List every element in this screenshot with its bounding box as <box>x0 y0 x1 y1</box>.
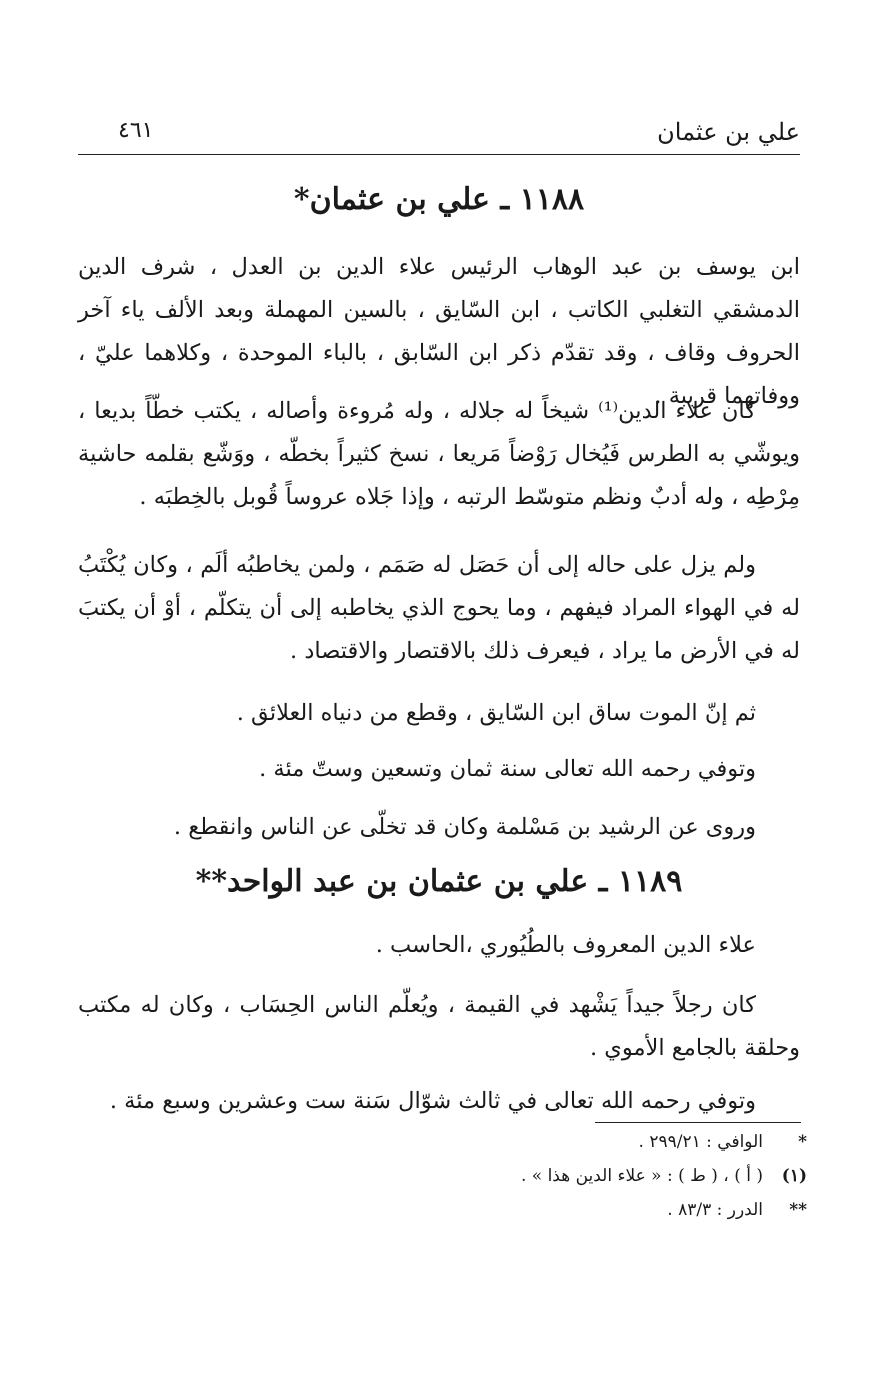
entry-1188-paragraph-3: ولم يزل على حاله إلى أن حَصَل له صَمَم ، ولمن يخاطبُه ألَم ، وكان يُكْتَبُ له في الهواء المراد فيفهم ، وما يحوج الذي يخاطبه إلى أن يتكلّم ، أوْ أن يكتبَ له في الأرض ما يراد ، فيعرف ذلك بالاقتصار والاقتصاد . <box>78 552 800 664</box>
footnote-marker: ** <box>789 1200 807 1220</box>
running-title: علي بن عثمان <box>657 118 800 146</box>
footnote-text: ( أ ) ، ( ط ) : « علاء الدين هذا » . <box>520 1166 763 1186</box>
entry-1188-paragraph-6: وروى عن الرشيد بن مَسْلمة وكان قد تخلّى عن الناس وانقطع . <box>173 814 756 840</box>
footnote-star <box>87 1128 807 1156</box>
entry-1189-paragraph-2: كان رجلاً جيداً يَشْهد في القيمة ، ويُعلّم الناس الحِسَاب ، وكان له مكتب وحلقة بالجامع الأموي . <box>78 992 800 1061</box>
footnote-marker: (١) <box>781 1166 807 1186</box>
footnote-marker: * <box>798 1132 807 1152</box>
entry-1188-paragraph-4: ثم إنّ الموت ساق ابن السّايق ، وقطع من دنياه العلائق . <box>236 700 756 726</box>
entry-1188-paragraph-5: وتوفي رحمه الله تعالى سنة ثمان وتسعين وستّ مئة . <box>259 756 756 782</box>
page-header <box>78 118 800 155</box>
footnote-divider <box>595 1122 801 1123</box>
entry-heading-1188: ١١٨٨ ـ علي بن عثمان* <box>293 182 585 217</box>
entry-1189-paragraph-3: وتوفي رحمه الله تعالى في ثالث شوّال سَنة ست وعشرين وسبع مئة . <box>109 1088 756 1114</box>
footnote-text: الوافي : ٢٩٩/٢١ . <box>638 1132 763 1152</box>
entry-1188-paragraph-1: ابن يوسف بن عبد الوهاب الرئيس علاء الدين بن العدل ، شرف الدين الدمشقي التغلبي الكاتب ، ابن السّايق ، بالسين المهملة وبعد الألف ياء آخر الحروف وقاف ، وقد تقدّم ذكر ابن السّابق ، بالباء الموحدة ، وكلاهما عليّ ، ووفاتهما قريبة . <box>78 254 800 409</box>
page-number: ٤٦١ <box>118 118 154 143</box>
entry-1189-paragraph-1: علاء الدين المعروف بالطُيُوري ،الحاسب . <box>375 932 756 958</box>
entry-heading-1189: ١١٨٩ ـ علي بن عثمان بن عبد الواحد** <box>195 864 683 899</box>
footnote-1 <box>87 1162 807 1190</box>
entry-1188-paragraph-2: كان علاء الدين⁽¹⁾ شيخاً له جلاله ، وله مُروءة وأصاله ، يكتب خطّاً بديعا ، ويوشّي به الطرس فَيُخال رَوْضاً مَريعا ، نسخ كثيراً بخطّه ، ووَشّع بقلمه حاشية مِرْطِه ، وله أدبٌ ونظم متوسّط الرتبه ، وإذا جَلاه عروساً قُوبل بالخِطبَه . <box>78 398 800 510</box>
footnote-text: الدرر : ٨٣/٣ . <box>667 1200 763 1220</box>
footnote-double-star <box>87 1196 807 1224</box>
